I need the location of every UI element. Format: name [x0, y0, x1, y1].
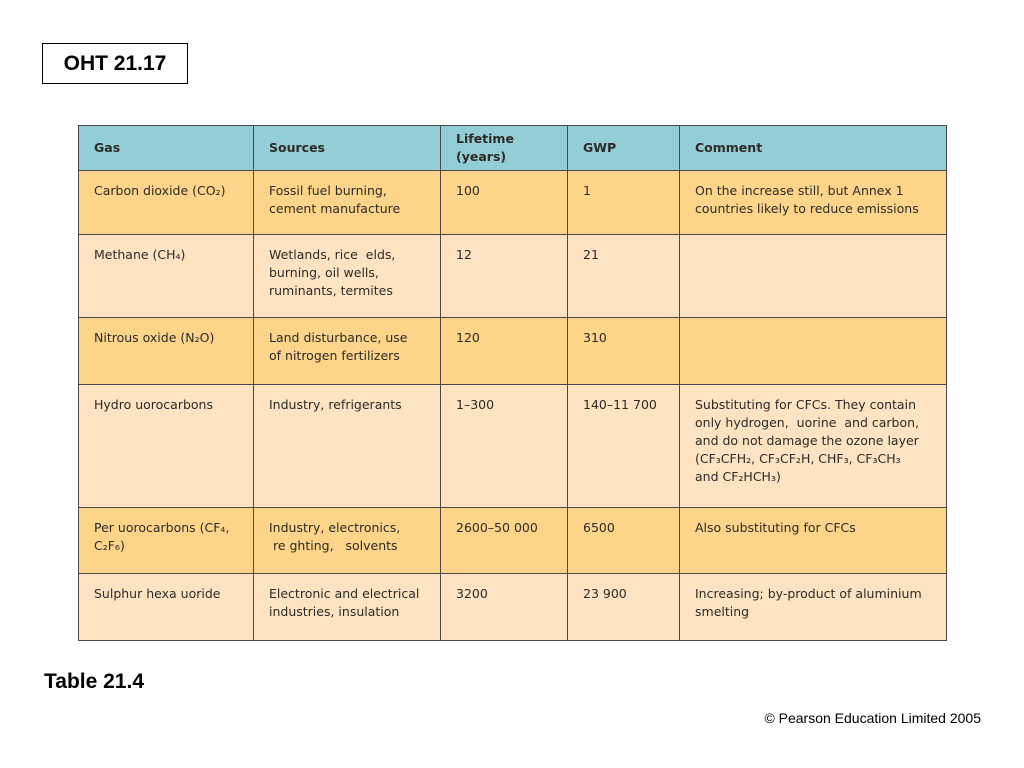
- table-header-row: [79, 126, 947, 171]
- gwp-cell: 21: [568, 235, 680, 318]
- table-row: [79, 508, 947, 574]
- comment-cell: [680, 574, 947, 641]
- sources-line: re ghting, solvents: [269, 538, 398, 553]
- sources-line: Electronic and electrical: [269, 586, 420, 601]
- table-row: [79, 385, 947, 508]
- lifetime-cell: 100: [441, 171, 568, 235]
- gwp-cell: 310: [568, 318, 680, 385]
- comment-line: and do not damage the ozone layer: [695, 433, 919, 448]
- comment-line: (CF₃CFH₂, CF₃CF₂H, CHF₃, CF₃CH₃: [695, 451, 901, 466]
- header-gas: Gas: [79, 126, 254, 171]
- comment-cell: [680, 508, 947, 574]
- comment-line: smelting: [695, 604, 750, 619]
- sources-line: ruminants, termites: [269, 283, 393, 298]
- gwp-cell: 6500: [568, 508, 680, 574]
- gwp-cell: 140–11 700: [568, 385, 680, 508]
- comment-cell: [680, 385, 947, 508]
- gas-name: Per uorocarbons (CF₄, C₂F₆): [94, 520, 230, 553]
- sources-line: cement manufacture: [269, 201, 401, 216]
- slide-label: OHT 21.17: [42, 43, 188, 84]
- sources-line: of nitrogen fertilizers: [269, 348, 400, 363]
- gas-cell: [79, 574, 254, 641]
- greenhouse-gas-table: [78, 125, 947, 641]
- sources-line: Fossil fuel burning,: [269, 183, 387, 198]
- table-row: [79, 171, 947, 235]
- sources-cell: [254, 385, 441, 508]
- comment-line: and CF₂HCH₃): [695, 469, 781, 484]
- lifetime-cell: 12: [441, 235, 568, 318]
- comment-line: countries likely to reduce emissions: [695, 201, 919, 216]
- gas-cell: [79, 235, 254, 318]
- gas-cell: [79, 508, 254, 574]
- comment-line: Substituting for CFCs. They contain: [695, 397, 916, 412]
- copyright-notice: © Pearson Education Limited 2005: [764, 710, 981, 726]
- sources-line: industries, insulation: [269, 604, 400, 619]
- gas-name: Methane (CH₄): [94, 247, 186, 262]
- sources-cell: [254, 171, 441, 235]
- gwp-cell: 1: [568, 171, 680, 235]
- sources-cell: [254, 318, 441, 385]
- table-caption: Table 21.4: [44, 670, 144, 693]
- sources-line: Industry, refrigerants: [269, 397, 402, 412]
- gas-name: Carbon dioxide (CO₂): [94, 183, 226, 198]
- gas-name: Nitrous oxide (N₂O): [94, 330, 215, 345]
- gas-cell: [79, 318, 254, 385]
- comment-cell: [680, 171, 947, 235]
- comment-line: On the increase still, but Annex 1: [695, 183, 904, 198]
- gwp-cell: 23 900: [568, 574, 680, 641]
- sources-line: Wetlands, rice elds,: [269, 247, 396, 262]
- lifetime-cell: 3200: [441, 574, 568, 641]
- comment-cell: [680, 235, 947, 318]
- gas-name: Hydro uorocarbons: [94, 397, 213, 412]
- gas-cell: [79, 171, 254, 235]
- sources-line: burning, oil wells,: [269, 265, 379, 280]
- table-row: [79, 574, 947, 641]
- sources-cell: [254, 508, 441, 574]
- header-sources: Sources: [254, 126, 441, 171]
- lifetime-cell: 2600–50 000: [441, 508, 568, 574]
- sources-line: Industry, electronics,: [269, 520, 401, 535]
- sources-cell: [254, 235, 441, 318]
- sources-cell: [254, 574, 441, 641]
- table-row: [79, 318, 947, 385]
- lifetime-cell: 1–300: [441, 385, 568, 508]
- comment-line: Also substituting for CFCs: [695, 520, 856, 535]
- header-comment: Comment: [680, 126, 947, 171]
- lifetime-cell: 120: [441, 318, 568, 385]
- header-gwp: GWP: [568, 126, 680, 171]
- table-row: [79, 235, 947, 318]
- header-lifetime: Lifetime (years): [441, 126, 568, 171]
- gas-cell: [79, 385, 254, 508]
- comment-line: Increasing; by-product of aluminium: [695, 586, 922, 601]
- comment-cell: [680, 318, 947, 385]
- sources-line: Land disturbance, use: [269, 330, 408, 345]
- gas-name: Sulphur hexa uoride: [94, 586, 221, 601]
- comment-line: only hydrogen, uorine and carbon,: [695, 415, 920, 430]
